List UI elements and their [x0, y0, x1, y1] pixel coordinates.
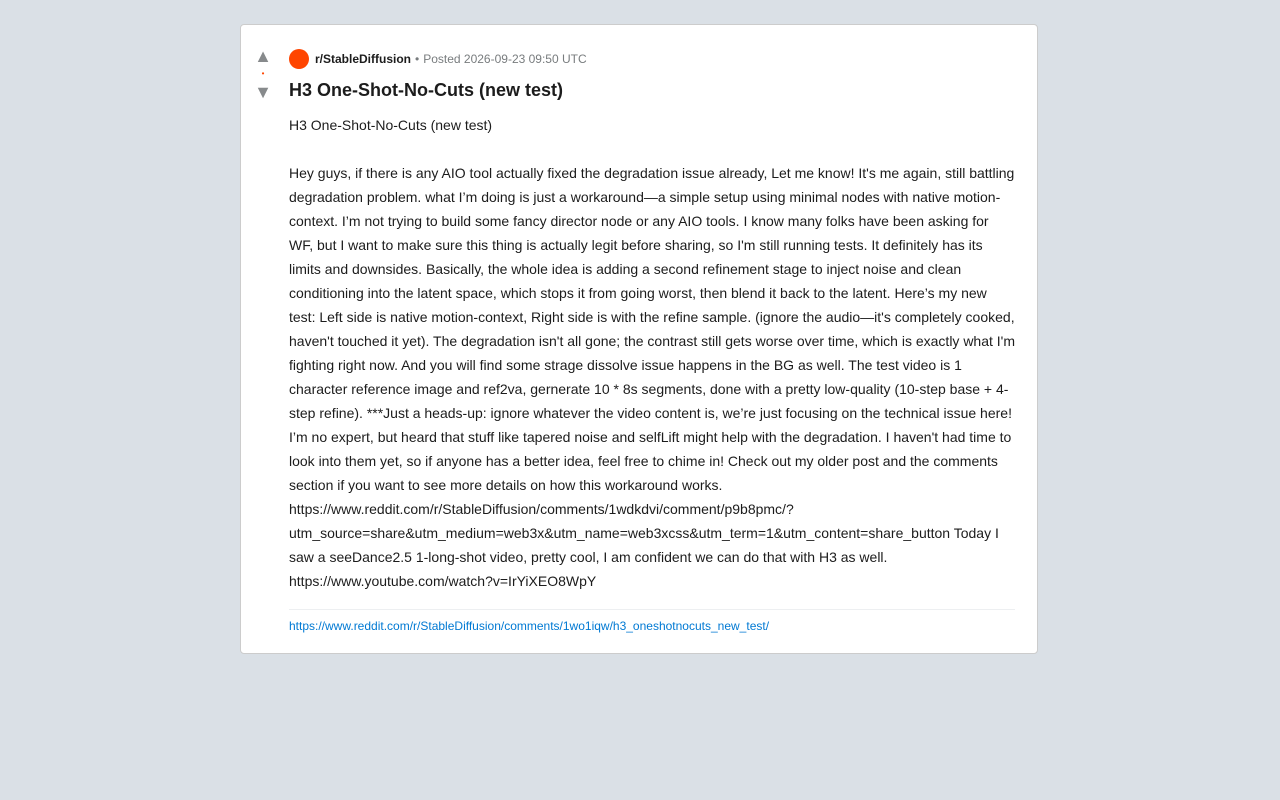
divider — [289, 609, 1015, 610]
post-body-text: Hey guys, if there is any AIO tool actually fixed the degradation issue already, Let me know! It's me again, still battling degradation problem. what I’m doing is just a workaround—a simple setup using minimal nodes with native motion-context. I’m not trying to build some fancy director node or any AIO tools. I know many folks have been asking for WF, but I want to make sure this thing is actually legit before sharing, so I'm still running tests. It definitely has its limits and downsides. Basically, the whole idea is adding a second refinement stage to inject noise and clean conditioning into the latent space, which stops it from going worst, then blend it back to the latent. Here’s my new test: Left side is native motion-context, Right side is with the refine sample. (ignore the audio—it's completely cooked, haven't touched it yet). The degradation isn't all gone; the contrast still gets worse over time, which is exactly what I'm fighting right now. And you will find some strage dissolve issue happens in the BG as well. The test video is 1 character reference image and ref2va, gernerate 10 * 8s segments, done with a pretty low-quality (10-step base + 4-step refine). ***Just a heads-up: ignore whatever the video content is, we’re just focusing on the technical issue here! I’m no expert, but heard that stuff like tapered noise and selfLift might help with the degradation. I haven't had time to look into them yet, so if anyone has a better idea, feel free to chime in! Check out my older post and the comments section if you want to see more details on how this workaround works. https://www.reddit.com/r/StableDiffusion/comments/1wdkdvi/comment/p9b8pmc/?utm_source=share&utm_medium=web3x&utm_name=web3xcss&utm_term=1&utm_content=share_button Today I saw a seeDance2.5 1-long-shot video, pretty cool, I am confident we can do that with H3 as well. https://www.youtube.com/watch?v=IrYiXEO8WpY — [289, 165, 1016, 589]
subreddit-icon[interactable] — [289, 49, 309, 69]
post-meta — [289, 49, 1015, 69]
upvote-icon[interactable]: ▲ — [254, 46, 272, 66]
subreddit-name[interactable]: r/StableDiffusion — [315, 52, 412, 66]
post-card — [240, 24, 1038, 654]
meta-separator: • — [415, 52, 420, 66]
post-body — [289, 113, 1015, 593]
post-content — [289, 49, 1015, 635]
vote-score: • — [261, 69, 265, 78]
downvote-icon[interactable]: ▼ — [254, 82, 272, 102]
post-title[interactable]: H3 One-Shot-No-Cuts (new test) — [289, 80, 563, 100]
vote-column — [253, 47, 273, 101]
post-body-first-line: H3 One-Shot-No-Cuts (new test) — [289, 117, 493, 133]
post-timestamp: Posted 2026-09-23 09:50 UTC — [423, 52, 587, 66]
post-permalink[interactable]: https://www.reddit.com/r/StableDiffusion/comments/1wo1iqw/h3_oneshotnocuts_new_test/ — [289, 619, 770, 633]
